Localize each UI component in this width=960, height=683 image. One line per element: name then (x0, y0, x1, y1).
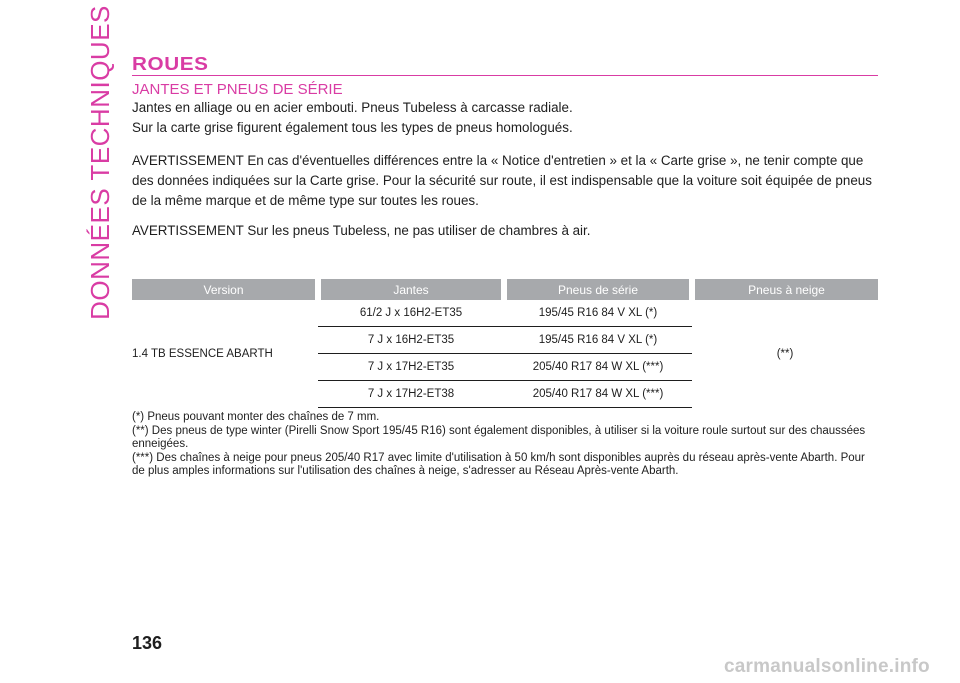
header-rims: Jantes (318, 279, 504, 300)
watermark: carmanualsonline.info (724, 656, 930, 677)
title-divider (132, 75, 878, 76)
wheels-table (132, 279, 878, 408)
page-number: 136 (132, 633, 163, 653)
warning-paragraph-1: AVERTISSEMENT En cas d'éventuelles différences entre la « Notice d'entretien » et la « Carte grise », ne tenir compte que des données indiquées sur la Carte grise. Pour la sécurité sur route, il est indispensable que la voiture soit équipée de pneus de la même marque et de même type sur toutes les roues. (132, 153, 872, 208)
tire-cell: 195/45 R16 84 V XL (*) (504, 300, 692, 327)
side-section-title (84, 4, 116, 320)
intro-paragraph-1: Jantes en alliage ou en acier embouti. Pneus Tubeless à carcasse radiale. (132, 100, 573, 115)
version-cell: 1.4 TB ESSENCE ABARTH (132, 347, 273, 360)
tire-cell: 205/40 R17 84 W XL (***) (504, 381, 692, 408)
side-section-title-text: DONNÉES TECHNIQUES (84, 4, 115, 320)
warning-paragraph-2: AVERTISSEMENT Sur les pneus Tubeless, ne pas utiliser de chambres à air. (132, 223, 591, 238)
snow-tire-cell: (**) (776, 347, 794, 360)
table-header-row (132, 279, 878, 300)
tire-cell: 205/40 R17 84 W XL (***) (504, 354, 692, 381)
subsection-title: JANTES ET PNEUS DE SÉRIE (132, 81, 343, 98)
footnote-2: (**) Des pneus de type winter (Pirelli Snow Sport 195/45 R16) sont également disponibles, à utiliser si la voiture roule surtout sur des chaussées enneigées. (132, 424, 866, 450)
footnote-1: (*) Pneus pouvant monter des chaînes de 7 mm. (132, 411, 380, 423)
footnotes (132, 411, 878, 479)
footnote-3: (***) Des chaînes à neige pour pneus 205/40 R17 avec limite d'utilisation à 50 km/h sont disponibles auprès du réseau après-vente Abarth. Pour de plus amples informations sur l'utilisation des chaînes à neige, s'adresser au Réseau Après-vente Abarth. (132, 451, 865, 477)
section-title: ROUES (132, 54, 209, 74)
rim-cell: 7 J x 17H2-ET35 (318, 354, 504, 381)
table-row (132, 300, 878, 327)
intro-paragraph-2: Sur la carte grise figurent également tous les types de pneus homologués. (132, 120, 573, 135)
header-snow-tires: Pneus à neige (692, 279, 878, 300)
rim-cell: 7 J x 16H2-ET35 (318, 327, 504, 354)
header-version: Version (132, 279, 318, 300)
rim-cell: 7 J x 17H2-ET38 (318, 381, 504, 408)
rim-cell: 61/2 J x 16H2-ET35 (318, 300, 504, 327)
tire-cell: 195/45 R16 84 V XL (*) (504, 327, 692, 354)
header-standard-tires: Pneus de série (504, 279, 692, 300)
